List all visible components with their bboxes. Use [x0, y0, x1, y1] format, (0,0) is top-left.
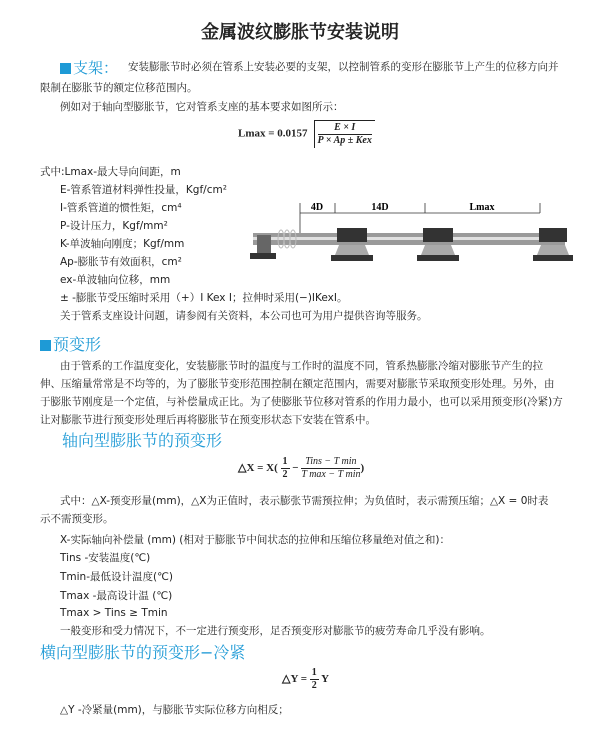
axial-formula-denominator: T max − T min: [301, 469, 361, 480]
axial-def-tins: Tins -安装温度(℃): [60, 552, 151, 564]
support-example: 例如对于轴向型膨胀节，它对管系支座的基本要求如图所示：: [60, 101, 344, 113]
predeform-para-3: 于膨胀节刚度是一个定值，与补偿量成正比。为了使膨胀节位移对管系的作用力最小，也可以采用预变形(冷紧)方: [40, 396, 563, 408]
axial-heading: 轴向型膨胀节的预变形: [62, 431, 223, 450]
def-lmax: 式中:Lmax-最大导向间距，m: [40, 166, 181, 178]
def-i: I-管系管道的惯性矩，cm⁴: [60, 202, 182, 214]
predeform-heading-text: 预变形: [53, 335, 102, 354]
axial-def-tmin: Tmin-最低设计温度(℃): [60, 571, 173, 583]
dim-label-lmax: Lmax: [469, 202, 495, 213]
square-bullet-icon: [60, 63, 71, 74]
lateral-formula-rhs: Y: [321, 673, 330, 686]
support-heading: [60, 57, 118, 78]
axial-def-1: 式中：△X-预变形量(mm)，△X为正值时，表示膨张节需预拉伸；为负值时，表示需预压缩；△X = 0时表: [60, 495, 549, 507]
predeform-para-4: 让对膨胀节进行预变形处理后再将膨胀节在预变形状态下安装在管系中。: [40, 414, 376, 426]
def-sign: ± -膨胀节受压缩时采用（+）I Kex I；拉伸时采用(−)IKexI。: [60, 292, 348, 304]
lateral-heading: 横向型膨胀节的预变形−冷紧: [40, 643, 246, 662]
def-p: P-设计压力，Kgf/mm²: [60, 220, 168, 232]
dim-label-4d: 4D: [310, 202, 324, 213]
support-diagram: [245, 195, 575, 275]
page-title: 金属波纹膨胀节安装说明: [201, 22, 399, 43]
predeform-heading: [40, 332, 101, 355]
axial-def-x: X-实际轴向补偿量 (mm) (相对于膨胀节中间状态的拉伸和压缩位移量绝对值之和)：: [60, 534, 450, 546]
half-numerator: 1: [311, 667, 317, 678]
lateral-def: △Y -冷紧量(mm)，与膨胀节实际位移方向相反；: [60, 704, 289, 716]
axial-def-order: Tmax > Tins ≥ Tmin: [60, 607, 168, 619]
axial-formula: [238, 456, 364, 481]
support-intro-1: 安装膨胀节时必须在管系上安装必要的支架，以控制管系的变形在膨胀节上产生的位移方向并: [128, 61, 559, 73]
square-bullet-icon: [40, 340, 51, 351]
half-numerator: 1: [282, 456, 288, 467]
axial-formula-close: ): [360, 462, 365, 475]
half-denominator: 2: [311, 680, 317, 691]
predeform-para-2: 伸、压缩量常常是不均等的，为了膨胀节变形范围控制在额定范围内，需要对膨胀节采取预变形处理。另外，由: [40, 378, 555, 390]
lmax-formula-numerator: E × I: [318, 122, 372, 135]
lmax-formula-denominator: P × Ap ± Kex: [317, 135, 372, 146]
def-ex: ex-单波轴向位移，mm: [60, 274, 171, 286]
axial-def-tmax: Tmax -最高设计温 (℃): [60, 590, 173, 602]
axial-def-note: 一般变形和受力情况下，不一定进行预变形，足否预变形对膨胀节的疲劳寿命几乎没有影响。: [60, 625, 491, 637]
dim-label-14d: 14D: [371, 202, 389, 213]
def-ap: Ap-膨胀节有效面积，cm²: [60, 256, 182, 268]
axial-formula-lhs: △X = X(: [238, 462, 278, 475]
support-note: 关于管系支座设计问题，请参阅有关资料，本公司也可为用户提供咨询等服务。: [60, 310, 428, 322]
support-intro-2: 限制在膨胀节的额定位移范围内。: [40, 82, 198, 94]
lateral-formula-lhs: △Y =: [282, 673, 308, 686]
def-e: E-管系管道材料弹性投量，Kgf/cm²: [60, 184, 227, 196]
support-heading-text: 支架：: [73, 59, 119, 77]
half-denominator: 2: [282, 469, 288, 480]
lmax-formula: [238, 120, 375, 148]
def-k: K-单波轴向刚度；Kgf/mm: [60, 238, 185, 250]
axial-formula-minus: −: [292, 462, 299, 475]
axial-def-2: 示不需预变形。: [40, 513, 114, 525]
lateral-formula: [282, 667, 329, 692]
lmax-formula-lhs: Lmax = 0.0157: [238, 127, 308, 140]
predeform-para-1: 由于管系的工作温度变化，安装膨胀节时的温度与工作时的温度不同，管系热膨胀冷缩对膨胀节产生的拉: [60, 360, 543, 372]
axial-formula-numerator: Tins − T min: [301, 456, 360, 469]
